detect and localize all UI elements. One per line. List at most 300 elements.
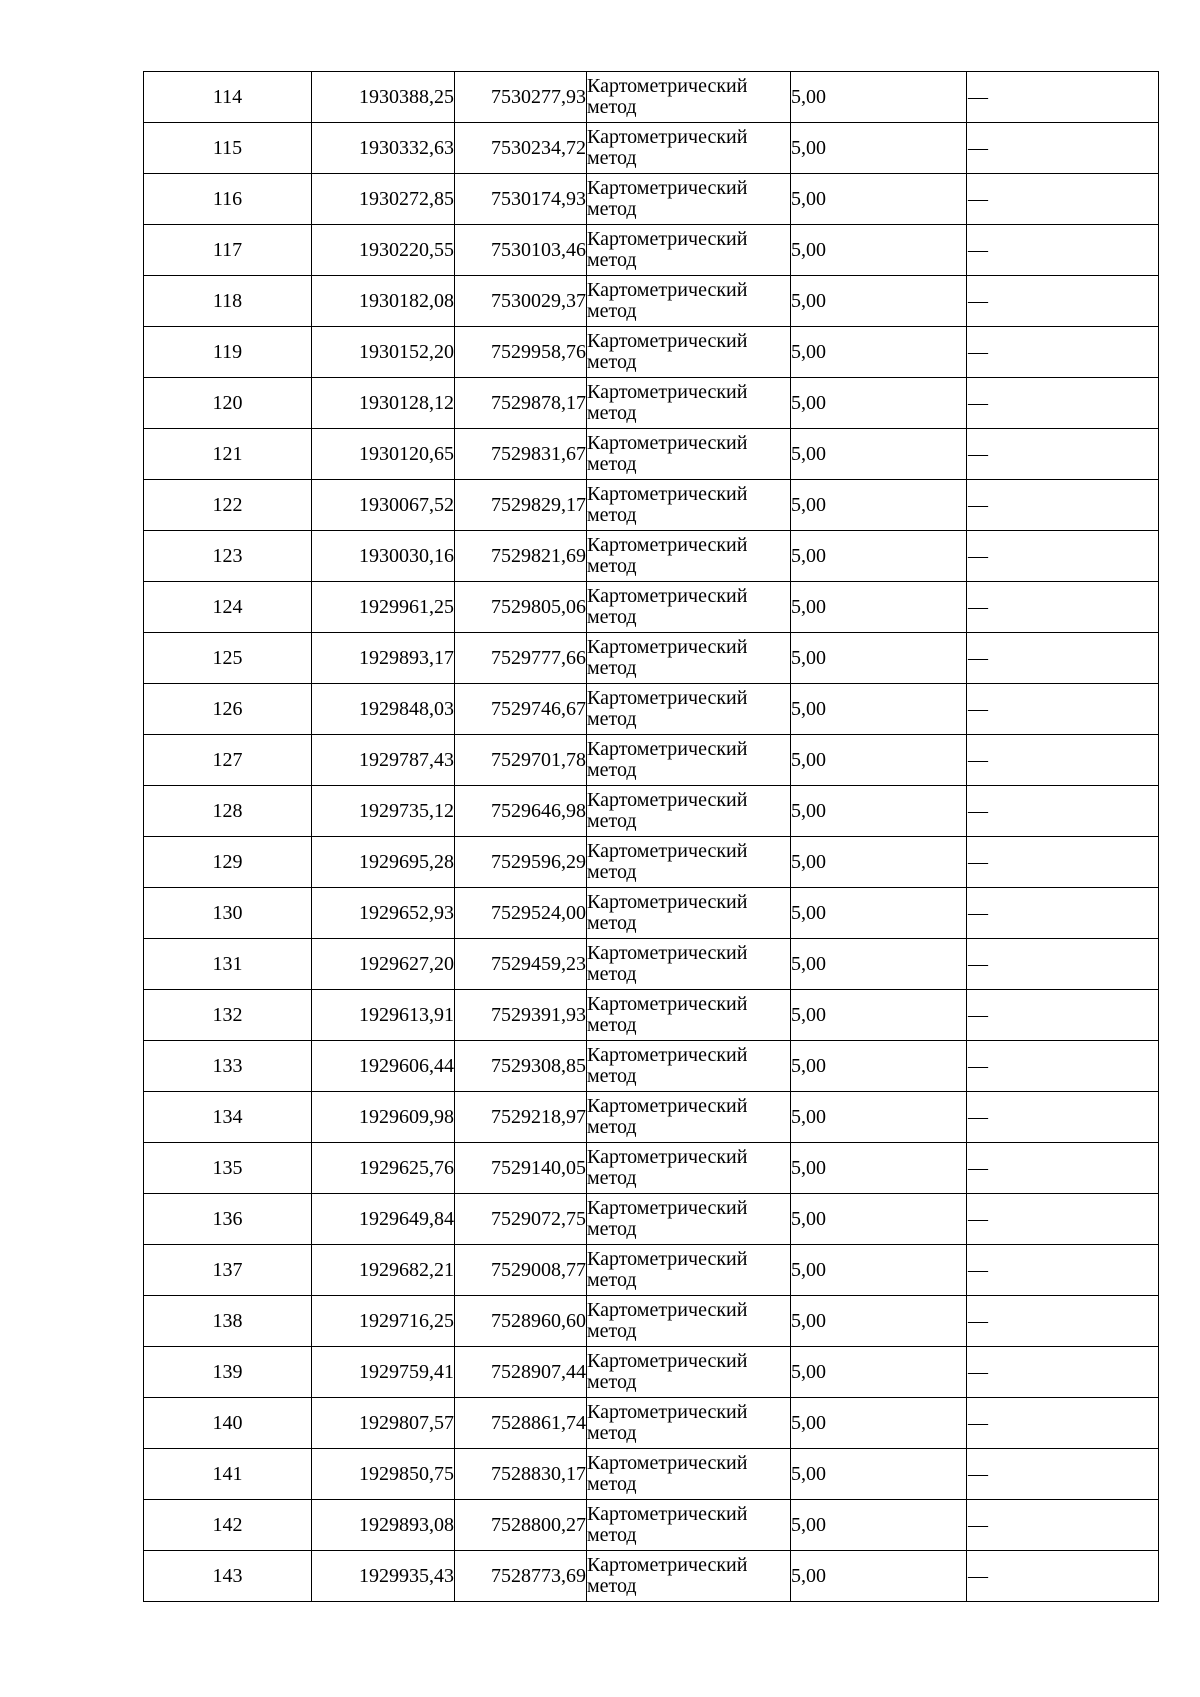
point-number-cell: 118	[144, 276, 312, 327]
description-cell	[967, 327, 1159, 378]
point-number-cell: 131	[144, 939, 312, 990]
point-number-cell: 123	[144, 531, 312, 582]
table-row	[144, 123, 1159, 174]
method-line-2: метод	[587, 1116, 637, 1138]
description-cell	[967, 123, 1159, 174]
accuracy-cell: 5,00	[791, 429, 967, 480]
description-dash: —	[968, 1463, 988, 1485]
description-dash: —	[968, 596, 988, 618]
method-cell	[587, 786, 791, 837]
method-cell	[587, 1449, 791, 1500]
coordinate-y-cell: 7528861,74	[455, 1398, 587, 1449]
accuracy-cell: 5,00	[791, 888, 967, 939]
method-line-2: метод	[587, 351, 637, 373]
method-line-1: Картометрический	[587, 636, 748, 658]
method-line-2: метод	[587, 963, 637, 985]
method-line-1: Картометрический	[587, 432, 748, 454]
table-row	[144, 888, 1159, 939]
method-line-2: метод	[587, 1014, 637, 1036]
table-row	[144, 225, 1159, 276]
accuracy-cell: 5,00	[791, 1296, 967, 1347]
table-row	[144, 72, 1159, 123]
method-line-1: Картометрический	[587, 1044, 748, 1066]
table-row	[144, 837, 1159, 888]
description-dash: —	[968, 1259, 988, 1281]
method-cell	[587, 123, 791, 174]
accuracy-cell: 5,00	[791, 990, 967, 1041]
method-line-2: метод	[587, 300, 637, 322]
description-dash: —	[968, 188, 988, 210]
description-cell	[967, 1194, 1159, 1245]
description-dash: —	[968, 1157, 988, 1179]
description-cell	[967, 378, 1159, 429]
point-number-cell: 139	[144, 1347, 312, 1398]
method-line-1: Картометрический	[587, 891, 748, 913]
coordinate-x-cell: 1930388,25	[312, 72, 455, 123]
method-line-2: метод	[587, 1269, 637, 1291]
table-row	[144, 327, 1159, 378]
point-number-cell: 117	[144, 225, 312, 276]
coordinate-y-cell: 7530234,72	[455, 123, 587, 174]
coordinate-y-cell: 7529821,69	[455, 531, 587, 582]
point-number-cell: 133	[144, 1041, 312, 1092]
method-line-2: метод	[587, 1575, 637, 1597]
method-cell	[587, 1143, 791, 1194]
description-cell	[967, 1347, 1159, 1398]
method-line-1: Картометрический	[587, 993, 748, 1015]
method-line-2: метод	[587, 147, 637, 169]
method-line-2: метод	[587, 1218, 637, 1240]
method-cell	[587, 429, 791, 480]
method-line-1: Картометрический	[587, 381, 748, 403]
method-line-2: метод	[587, 810, 637, 832]
coordinate-x-cell: 1930182,08	[312, 276, 455, 327]
table-row	[144, 939, 1159, 990]
method-line-2: метод	[587, 1371, 637, 1393]
point-number-cell: 135	[144, 1143, 312, 1194]
method-cell	[587, 582, 791, 633]
method-line-2: метод	[587, 759, 637, 781]
coordinate-x-cell: 1929735,12	[312, 786, 455, 837]
coordinate-y-cell: 7529746,67	[455, 684, 587, 735]
point-number-cell: 128	[144, 786, 312, 837]
description-dash: —	[968, 86, 988, 108]
method-line-1: Картометрический	[587, 738, 748, 760]
accuracy-cell: 5,00	[791, 174, 967, 225]
description-dash: —	[968, 137, 988, 159]
method-line-1: Картометрический	[587, 1503, 748, 1525]
description-cell	[967, 480, 1159, 531]
method-line-1: Картометрический	[587, 1299, 748, 1321]
coordinate-x-cell: 1929787,43	[312, 735, 455, 786]
description-cell	[967, 1449, 1159, 1500]
table-row	[144, 480, 1159, 531]
method-line-1: Картометрический	[587, 483, 748, 505]
table-row	[144, 531, 1159, 582]
description-cell	[967, 531, 1159, 582]
coordinate-x-cell: 1929609,98	[312, 1092, 455, 1143]
table-row	[144, 990, 1159, 1041]
description-cell	[967, 939, 1159, 990]
method-cell	[587, 633, 791, 684]
coordinate-y-cell: 7528907,44	[455, 1347, 587, 1398]
coordinate-x-cell: 1930030,16	[312, 531, 455, 582]
coordinates-table-body	[144, 72, 1159, 1602]
point-number-cell: 141	[144, 1449, 312, 1500]
table-row	[144, 786, 1159, 837]
table-row	[144, 378, 1159, 429]
coordinate-x-cell: 1929652,93	[312, 888, 455, 939]
accuracy-cell: 5,00	[791, 1551, 967, 1602]
accuracy-cell: 5,00	[791, 123, 967, 174]
coordinate-y-cell: 7528830,17	[455, 1449, 587, 1500]
description-dash: —	[968, 902, 988, 924]
table-row	[144, 1449, 1159, 1500]
accuracy-cell: 5,00	[791, 939, 967, 990]
method-line-2: метод	[587, 912, 637, 934]
table-row	[144, 1041, 1159, 1092]
description-cell	[967, 1245, 1159, 1296]
coordinate-x-cell: 1929961,25	[312, 582, 455, 633]
point-number-cell: 125	[144, 633, 312, 684]
method-line-1: Картометрический	[587, 126, 748, 148]
method-line-2: метод	[587, 657, 637, 679]
description-dash: —	[968, 1004, 988, 1026]
method-cell	[587, 225, 791, 276]
method-line-2: метод	[587, 1524, 637, 1546]
description-cell	[967, 735, 1159, 786]
description-dash: —	[968, 494, 988, 516]
table-row	[144, 582, 1159, 633]
description-cell	[967, 1398, 1159, 1449]
method-line-1: Картометрический	[587, 1197, 748, 1219]
description-dash: —	[968, 1310, 988, 1332]
coordinate-y-cell: 7530174,93	[455, 174, 587, 225]
description-cell	[967, 786, 1159, 837]
description-dash: —	[968, 1106, 988, 1128]
coordinates-table	[143, 71, 1159, 1602]
description-cell	[967, 429, 1159, 480]
description-dash: —	[968, 800, 988, 822]
coordinate-x-cell: 1930120,65	[312, 429, 455, 480]
description-cell	[967, 1143, 1159, 1194]
description-dash: —	[968, 239, 988, 261]
description-cell	[967, 990, 1159, 1041]
coordinate-y-cell: 7529308,85	[455, 1041, 587, 1092]
method-cell	[587, 1500, 791, 1551]
accuracy-cell: 5,00	[791, 1092, 967, 1143]
coordinate-y-cell: 7529596,29	[455, 837, 587, 888]
table-row	[144, 1143, 1159, 1194]
table-row	[144, 735, 1159, 786]
method-cell	[587, 531, 791, 582]
description-dash: —	[968, 851, 988, 873]
method-line-2: метод	[587, 708, 637, 730]
accuracy-cell: 5,00	[791, 276, 967, 327]
point-number-cell: 120	[144, 378, 312, 429]
description-dash: —	[968, 749, 988, 771]
accuracy-cell: 5,00	[791, 1041, 967, 1092]
point-number-cell: 136	[144, 1194, 312, 1245]
description-cell	[967, 276, 1159, 327]
coordinate-x-cell: 1929625,76	[312, 1143, 455, 1194]
coordinate-x-cell: 1929848,03	[312, 684, 455, 735]
method-line-1: Картометрический	[587, 942, 748, 964]
coordinate-y-cell: 7528960,60	[455, 1296, 587, 1347]
description-dash: —	[968, 545, 988, 567]
method-cell	[587, 1551, 791, 1602]
method-cell	[587, 684, 791, 735]
coordinate-x-cell: 1929682,21	[312, 1245, 455, 1296]
method-line-2: метод	[587, 1473, 637, 1495]
coordinate-x-cell: 1929935,43	[312, 1551, 455, 1602]
method-line-1: Картометрический	[587, 534, 748, 556]
table-row	[144, 684, 1159, 735]
accuracy-cell: 5,00	[791, 1143, 967, 1194]
point-number-cell: 140	[144, 1398, 312, 1449]
description-dash: —	[968, 698, 988, 720]
description-cell	[967, 225, 1159, 276]
method-cell	[587, 1041, 791, 1092]
coordinate-y-cell: 7529958,76	[455, 327, 587, 378]
method-cell	[587, 276, 791, 327]
method-line-1: Картометрический	[587, 330, 748, 352]
method-line-2: метод	[587, 1065, 637, 1087]
description-cell	[967, 72, 1159, 123]
table-row	[144, 429, 1159, 480]
table-row	[144, 276, 1159, 327]
point-number-cell: 143	[144, 1551, 312, 1602]
method-line-1: Картометрический	[587, 75, 748, 97]
coordinate-y-cell: 7529524,00	[455, 888, 587, 939]
method-line-2: метод	[587, 1320, 637, 1342]
coordinate-y-cell: 7529878,17	[455, 378, 587, 429]
table-row	[144, 1551, 1159, 1602]
description-dash: —	[968, 1412, 988, 1434]
method-line-2: метод	[587, 861, 637, 883]
description-cell	[967, 888, 1159, 939]
coordinate-x-cell: 1929807,57	[312, 1398, 455, 1449]
method-line-1: Картометрический	[587, 1146, 748, 1168]
table-row	[144, 1398, 1159, 1449]
description-cell	[967, 1551, 1159, 1602]
description-dash: —	[968, 1361, 988, 1383]
table-row	[144, 1500, 1159, 1551]
point-number-cell: 129	[144, 837, 312, 888]
point-number-cell: 137	[144, 1245, 312, 1296]
coordinate-y-cell: 7529140,05	[455, 1143, 587, 1194]
coordinate-y-cell: 7529805,06	[455, 582, 587, 633]
table-row	[144, 633, 1159, 684]
coordinate-x-cell: 1929716,25	[312, 1296, 455, 1347]
coordinate-x-cell: 1929759,41	[312, 1347, 455, 1398]
accuracy-cell: 5,00	[791, 1245, 967, 1296]
point-number-cell: 142	[144, 1500, 312, 1551]
table-row	[144, 1296, 1159, 1347]
coordinate-x-cell: 1930332,63	[312, 123, 455, 174]
method-cell	[587, 837, 791, 888]
coordinate-x-cell: 1930272,85	[312, 174, 455, 225]
method-line-2: метод	[587, 249, 637, 271]
method-line-2: метод	[587, 1167, 637, 1189]
description-cell	[967, 684, 1159, 735]
method-cell	[587, 888, 791, 939]
coordinate-y-cell: 7529646,98	[455, 786, 587, 837]
coordinate-y-cell: 7528800,27	[455, 1500, 587, 1551]
point-number-cell: 121	[144, 429, 312, 480]
accuracy-cell: 5,00	[791, 1347, 967, 1398]
method-line-2: метод	[587, 1422, 637, 1444]
method-cell	[587, 939, 791, 990]
description-cell	[967, 1500, 1159, 1551]
method-line-1: Картометрический	[587, 1401, 748, 1423]
description-cell	[967, 1041, 1159, 1092]
description-dash: —	[968, 647, 988, 669]
method-cell	[587, 327, 791, 378]
point-number-cell: 127	[144, 735, 312, 786]
coordinate-y-cell: 7529829,17	[455, 480, 587, 531]
description-dash: —	[968, 1565, 988, 1587]
method-line-2: метод	[587, 402, 637, 424]
coordinate-x-cell: 1929893,17	[312, 633, 455, 684]
method-cell	[587, 990, 791, 1041]
coordinate-y-cell: 7529831,67	[455, 429, 587, 480]
point-number-cell: 130	[144, 888, 312, 939]
accuracy-cell: 5,00	[791, 1449, 967, 1500]
accuracy-cell: 5,00	[791, 72, 967, 123]
accuracy-cell: 5,00	[791, 837, 967, 888]
method-cell	[587, 72, 791, 123]
method-cell	[587, 1398, 791, 1449]
table-row	[144, 1347, 1159, 1398]
method-line-1: Картометрический	[587, 279, 748, 301]
method-line-1: Картометрический	[587, 687, 748, 709]
accuracy-cell: 5,00	[791, 684, 967, 735]
coordinate-x-cell: 1929627,20	[312, 939, 455, 990]
method-cell	[587, 1092, 791, 1143]
coordinate-y-cell: 7529008,77	[455, 1245, 587, 1296]
coordinate-y-cell: 7530277,93	[455, 72, 587, 123]
accuracy-cell: 5,00	[791, 1500, 967, 1551]
point-number-cell: 116	[144, 174, 312, 225]
coordinate-x-cell: 1930128,12	[312, 378, 455, 429]
description-cell	[967, 1296, 1159, 1347]
description-cell	[967, 174, 1159, 225]
point-number-cell: 119	[144, 327, 312, 378]
coordinate-y-cell: 7529218,97	[455, 1092, 587, 1143]
point-number-cell: 124	[144, 582, 312, 633]
method-line-1: Картометрический	[587, 1452, 748, 1474]
method-line-1: Картометрический	[587, 177, 748, 199]
method-line-2: метод	[587, 198, 637, 220]
description-cell	[967, 837, 1159, 888]
accuracy-cell: 5,00	[791, 327, 967, 378]
accuracy-cell: 5,00	[791, 378, 967, 429]
method-line-2: метод	[587, 504, 637, 526]
method-cell	[587, 735, 791, 786]
coordinate-y-cell: 7530029,37	[455, 276, 587, 327]
description-dash: —	[968, 1208, 988, 1230]
accuracy-cell: 5,00	[791, 633, 967, 684]
point-number-cell: 122	[144, 480, 312, 531]
description-cell	[967, 1092, 1159, 1143]
coordinate-y-cell: 7529072,75	[455, 1194, 587, 1245]
description-dash: —	[968, 443, 988, 465]
method-line-1: Картометрический	[587, 1350, 748, 1372]
coordinate-x-cell: 1929649,84	[312, 1194, 455, 1245]
description-dash: —	[968, 1055, 988, 1077]
method-cell	[587, 480, 791, 531]
description-dash: —	[968, 1514, 988, 1536]
accuracy-cell: 5,00	[791, 786, 967, 837]
description-cell	[967, 582, 1159, 633]
method-line-2: метод	[587, 555, 637, 577]
method-cell	[587, 1296, 791, 1347]
method-line-1: Картометрический	[587, 228, 748, 250]
coordinate-x-cell: 1929613,91	[312, 990, 455, 1041]
method-line-1: Картометрический	[587, 840, 748, 862]
coordinate-x-cell: 1929893,08	[312, 1500, 455, 1551]
description-dash: —	[968, 953, 988, 975]
accuracy-cell: 5,00	[791, 480, 967, 531]
coordinate-y-cell: 7529459,23	[455, 939, 587, 990]
table-row	[144, 174, 1159, 225]
point-number-cell: 115	[144, 123, 312, 174]
method-line-1: Картометрический	[587, 789, 748, 811]
method-cell	[587, 1194, 791, 1245]
accuracy-cell: 5,00	[791, 582, 967, 633]
method-cell	[587, 1245, 791, 1296]
accuracy-cell: 5,00	[791, 1194, 967, 1245]
accuracy-cell: 5,00	[791, 1398, 967, 1449]
method-line-1: Картометрический	[587, 585, 748, 607]
accuracy-cell: 5,00	[791, 735, 967, 786]
description-dash: —	[968, 290, 988, 312]
table-row	[144, 1194, 1159, 1245]
table-row	[144, 1092, 1159, 1143]
coordinate-x-cell: 1930220,55	[312, 225, 455, 276]
method-line-1: Картометрический	[587, 1248, 748, 1270]
method-line-2: метод	[587, 96, 637, 118]
accuracy-cell: 5,00	[791, 531, 967, 582]
point-number-cell: 132	[144, 990, 312, 1041]
coordinate-y-cell: 7528773,69	[455, 1551, 587, 1602]
description-dash: —	[968, 341, 988, 363]
coordinate-x-cell: 1930067,52	[312, 480, 455, 531]
coordinate-x-cell: 1929850,75	[312, 1449, 455, 1500]
method-cell	[587, 174, 791, 225]
coordinate-y-cell: 7529701,78	[455, 735, 587, 786]
coordinate-x-cell: 1930152,20	[312, 327, 455, 378]
point-number-cell: 114	[144, 72, 312, 123]
method-line-2: метод	[587, 606, 637, 628]
point-number-cell: 138	[144, 1296, 312, 1347]
method-cell	[587, 1347, 791, 1398]
point-number-cell: 126	[144, 684, 312, 735]
coordinate-x-cell: 1929695,28	[312, 837, 455, 888]
point-number-cell: 134	[144, 1092, 312, 1143]
method-line-2: метод	[587, 453, 637, 475]
description-dash: —	[968, 392, 988, 414]
coordinate-y-cell: 7529391,93	[455, 990, 587, 1041]
coordinate-y-cell: 7530103,46	[455, 225, 587, 276]
method-line-1: Картометрический	[587, 1554, 748, 1576]
coordinate-x-cell: 1929606,44	[312, 1041, 455, 1092]
description-cell	[967, 633, 1159, 684]
table-row	[144, 1245, 1159, 1296]
method-cell	[587, 378, 791, 429]
coordinate-y-cell: 7529777,66	[455, 633, 587, 684]
